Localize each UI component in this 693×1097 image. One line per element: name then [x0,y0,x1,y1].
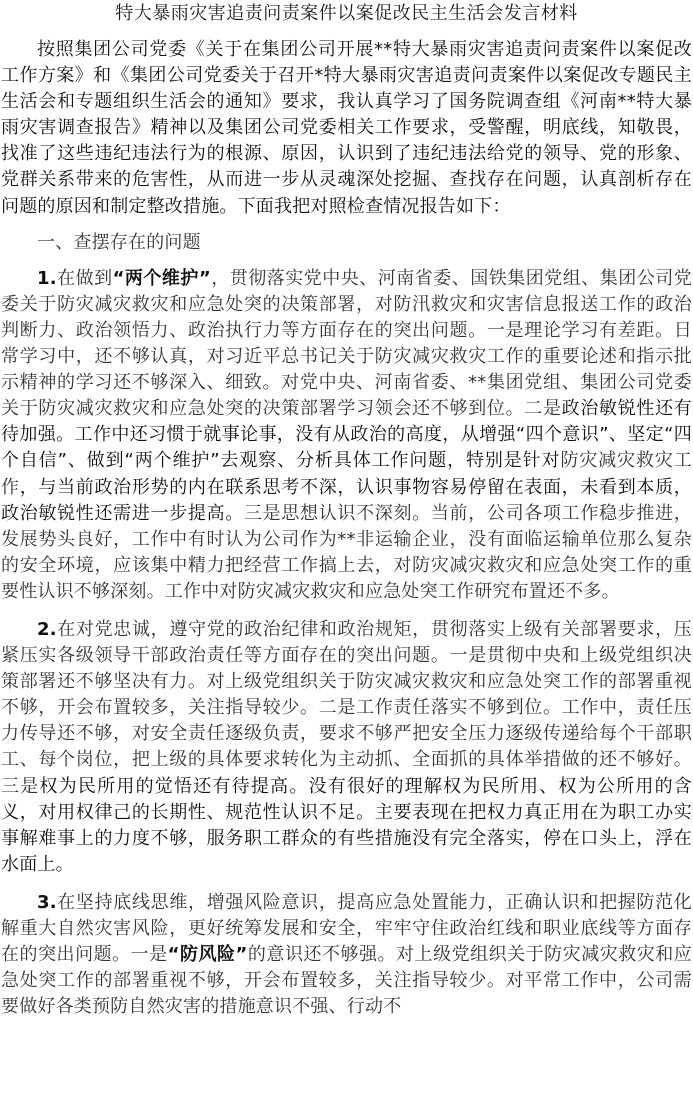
item-1-text-e: 防灾减灾救灾工作 [1,450,692,498]
section-heading: 一、查摆存在的问题 [37,231,201,253]
item-2-paragraph [1,617,692,878]
item-1-text-c: ，贯彻落实党中央、河南省委、国铁集团党组、集团公司党委关于防灾减灾救灾和应急处突的决策部署，对防汛救灾和灾害信息报送工作的政治判断力、政治领悟力、政治执行力等方面存在的突出问题。一是理论学习有差距。日常学习中，还不够认真，对习近平总书记关于防灾减灾救灾工作的重要论述和指示批示精神的学习还不够深入、细致。对党中央、河南省委、**集团党组、集团公司党委关于防灾减灾救灾和应急处突的决策部署学习领会还不够到位。二是 [1,267,692,420]
item-1-text-f: ，与当前政治形势的内在联系思考不深，认识事物容易停留在表面，未看到本质，政治敏锐性还需进一步提高。 [1,476,693,524]
item-2-text-b: 权为民所用的觉悟还有待提高。没有很好的理解权为民所用、权为公所用的含义，对用权律己的长期性、规范性认识不足。主要表现在把权力真正用在为职工办实事解难事上的力度不够，服务职工群众的有些措施没有完全落实，停在口头上，浮在水面上。 [1,775,693,875]
item-3-text-a: 在坚持底线思维，增强风险意识，提高应急处置能力，正确认识和把握防范化解重大自然灾害风险，更好统筹发展和安全，牢牢守住政治红线和职业底线等方面存在的突出问题。一是 [1,891,692,966]
item-1-number: 1. [37,267,57,289]
item-2-text-a: 在对党忠诚，遵守党的政治纪律和政治规矩，贯彻落实上级有关部署要求，压紧压实各级领导干部政治责任等方面存在的突出问题。一是贯彻中央和上级党组织决策部署还不够坚决有力。对上级党组织关于防灾减灾救灾和应急处突工作的部署重视不够，开会布置较多，关注指导较少。二是工作责任落实不够到位。工作中，责任压力传导还不够，对安全责任逐级负责，要求不够严把安全压力逐级传递给每个干部职工、每个岗位，把上级的具体要求转化为主动抓、全面抓的具体举措做的还不够好。三是 [1,618,692,797]
item-1-text-b: “两个维护” [112,267,211,289]
item-2-number: 2. [37,618,57,640]
item-3-text-c: 的意识还不够强。对上级党组织关于防灾减灾救灾和应急处突工作的部署重视不够，开会布置较多，关注指导较少。对平常工作中，公司需要做好各类预防自然灾害的措施意识不强、行动不 [1,944,692,1018]
item-1-text-d: 政治敏锐性还有待加强。工作中还习惯于就事论事，没有从政治的高度，从增强“四个意识”、坚定“四个自信”、做到“两个维护”去观察、分析具体工作问题，特别是针对 [1,398,693,472]
item-3-number: 3. [37,891,57,913]
item-1-paragraph [1,266,692,605]
intro-paragraph: 按照集团公司党委《关于在集团公司开展**特大暴雨灾害追责问责案件以案促改工作方案》和《集团公司党委关于召开*特大暴雨灾害追责问责案件以案促改专题民主生活会和专题组织生活会的通知》要求，我认真学习了国务院调查组《河南**特大暴雨灾害调查报告》精神以及集团公司党委相关工作要求，受警醒，明底线，知敬畏，找准了这些违纪违法行为的根源、原因，认识到了违纪违法给党的领导、党的形象、党群关系带来的危害性，从而进一步从灵魂深处挖掘、查找存在问题，认真剖析存在问题的原因和制定整改措施。下面我把对照检查情况报告如下： [1,39,692,217]
item-3-paragraph [1,890,692,1020]
document-title: 特大暴雨灾害追责问责案件以案促改民主生活会发言材料 [115,3,578,24]
item-1-text-a: 在做到 [56,267,113,289]
item-3-text-b: “防风险” [167,944,248,966]
item-1-text-g: 三是思想认识不深刻。当前，公司各项工作稳步推进，发展势头良好，工作中有时认为公司作为**非运输企业，没有面临运输单位那么复杂的安全环境，应该集中精力把经营工作搞上去，对防灾减灾救灾和应急处突工作的重要性认识不够深刻。工作中对防灾减灾救灾和应急处突工作研究布置还不多。 [1,502,692,602]
